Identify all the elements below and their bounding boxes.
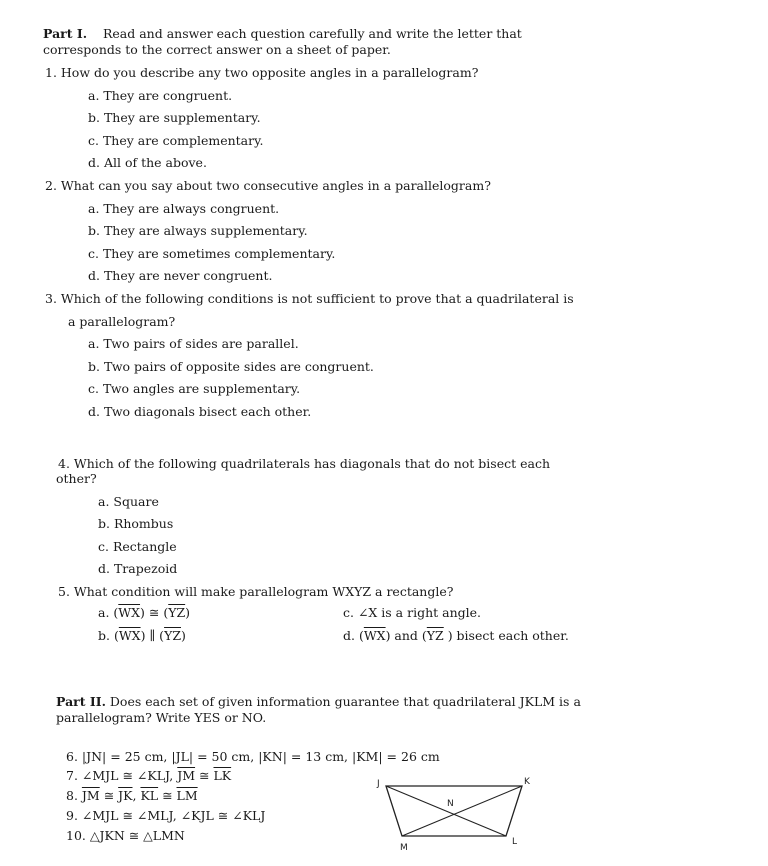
question-2: 2. What can you say about two consecutive angles in a parallelogram? [45, 178, 491, 193]
item-10: 10. △JKN ≅ △LMN [66, 828, 185, 843]
q2-choice-a: a. They are always congruent. [88, 201, 280, 216]
q1-choice-b: b. They are supplementary. [88, 110, 261, 125]
label-m: M [400, 843, 408, 853]
q2-choice-c: c. They are sometimes complementary. [88, 246, 336, 261]
q1-choice-a: a. They are congruent. [88, 88, 233, 103]
item-9: 9. ∠MJL ≅ ∠MLJ, ∠KJL ≅ ∠KLJ [66, 808, 266, 823]
q5-choice-a: a. $(\overline{WX})$ ≅ $(\overline{YZ})$ [98, 605, 191, 620]
parallelogram-outline [386, 786, 522, 836]
q1-choice-c: c. They are complementary. [88, 133, 264, 148]
part1-instruction-line1: Read and answer each question carefully and write the letter that [102, 26, 522, 41]
question-4-line2: other? [56, 471, 97, 486]
label-k: K [524, 777, 530, 787]
question-1: 1. How do you describe any two opposite angles in a parallelogram? [45, 65, 479, 80]
q4-choice-c: c. Rectangle [98, 539, 177, 554]
q2-choice-d: d. They are never congruent. [88, 268, 273, 283]
q3-choice-d: d. Two diagonals bisect each other. [88, 404, 312, 419]
question-5: 5. What condition will make parallelogram WXYZ a rectangle? [58, 584, 454, 599]
label-n: N [447, 799, 454, 809]
question-4: 4. Which of the following quadrilaterals has diagonals that do not bisect each [58, 456, 551, 471]
q3-choice-b: b. Two pairs of opposite sides are congruent. [88, 359, 374, 374]
q5-choice-c: c. ∠X is a right angle. [343, 605, 482, 620]
q4-choice-d: d. Trapezoid [98, 561, 178, 576]
part1-instructions [43, 26, 522, 41]
part2-label: Part II. [56, 694, 106, 709]
item-7: 7. ∠MJL ≅ ∠KLJ, $\overline{JM}$ ≅ $\overline{LK}$ [66, 768, 232, 783]
q4-choice-a: a. Square [98, 494, 159, 509]
label-j: J [377, 779, 380, 789]
q4-choice-b: b. Rhombus [98, 516, 174, 531]
part1-label: Part I. [43, 26, 88, 41]
part2-instruction-line2: parallelogram? Write YES or NO. [56, 710, 267, 725]
q5-choice-b: b. $(\overline{WX})$ ∥ $(\overline{YZ})$ [98, 628, 186, 643]
part2-instructions [56, 694, 581, 709]
parallelogram-jklm-figure [372, 776, 542, 856]
q1-choice-d: d. All of the above. [88, 155, 207, 170]
q2-choice-b: b. They are always supplementary. [88, 223, 308, 238]
item-8: 8. $\overline{JM}$ ≅ $\overline{JK}$, $\overline{KL}$ ≅ $\overline{LM}$ [66, 788, 198, 803]
part1-instruction-line2: corresponds to the correct answer on a sheet of paper. [43, 42, 391, 57]
item-6: 6. |JN| = 25 cm, |JL| = 50 cm, |KN| = 13 cm, |KM| = 26 cm [66, 749, 440, 764]
q3-choice-c: c. Two angles are supplementary. [88, 381, 301, 396]
q5-choice-d: d. $(\overline{WX})$ and ($\overline{YZ}$ ) bisect each other. [343, 628, 569, 643]
label-l: L [512, 837, 518, 847]
q3-choice-a: a. Two pairs of sides are parallel. [88, 336, 299, 351]
diagonal-km [402, 786, 522, 836]
question-3-line2: a parallelogram? [68, 314, 176, 329]
question-3: 3. Which of the following conditions is not sufficient to prove that a quadrilateral is [45, 291, 574, 306]
part2-instruction-line1: Does each set of given information guarantee that quadrilateral JKLM is a [109, 694, 581, 709]
diagonal-jl [386, 786, 506, 836]
